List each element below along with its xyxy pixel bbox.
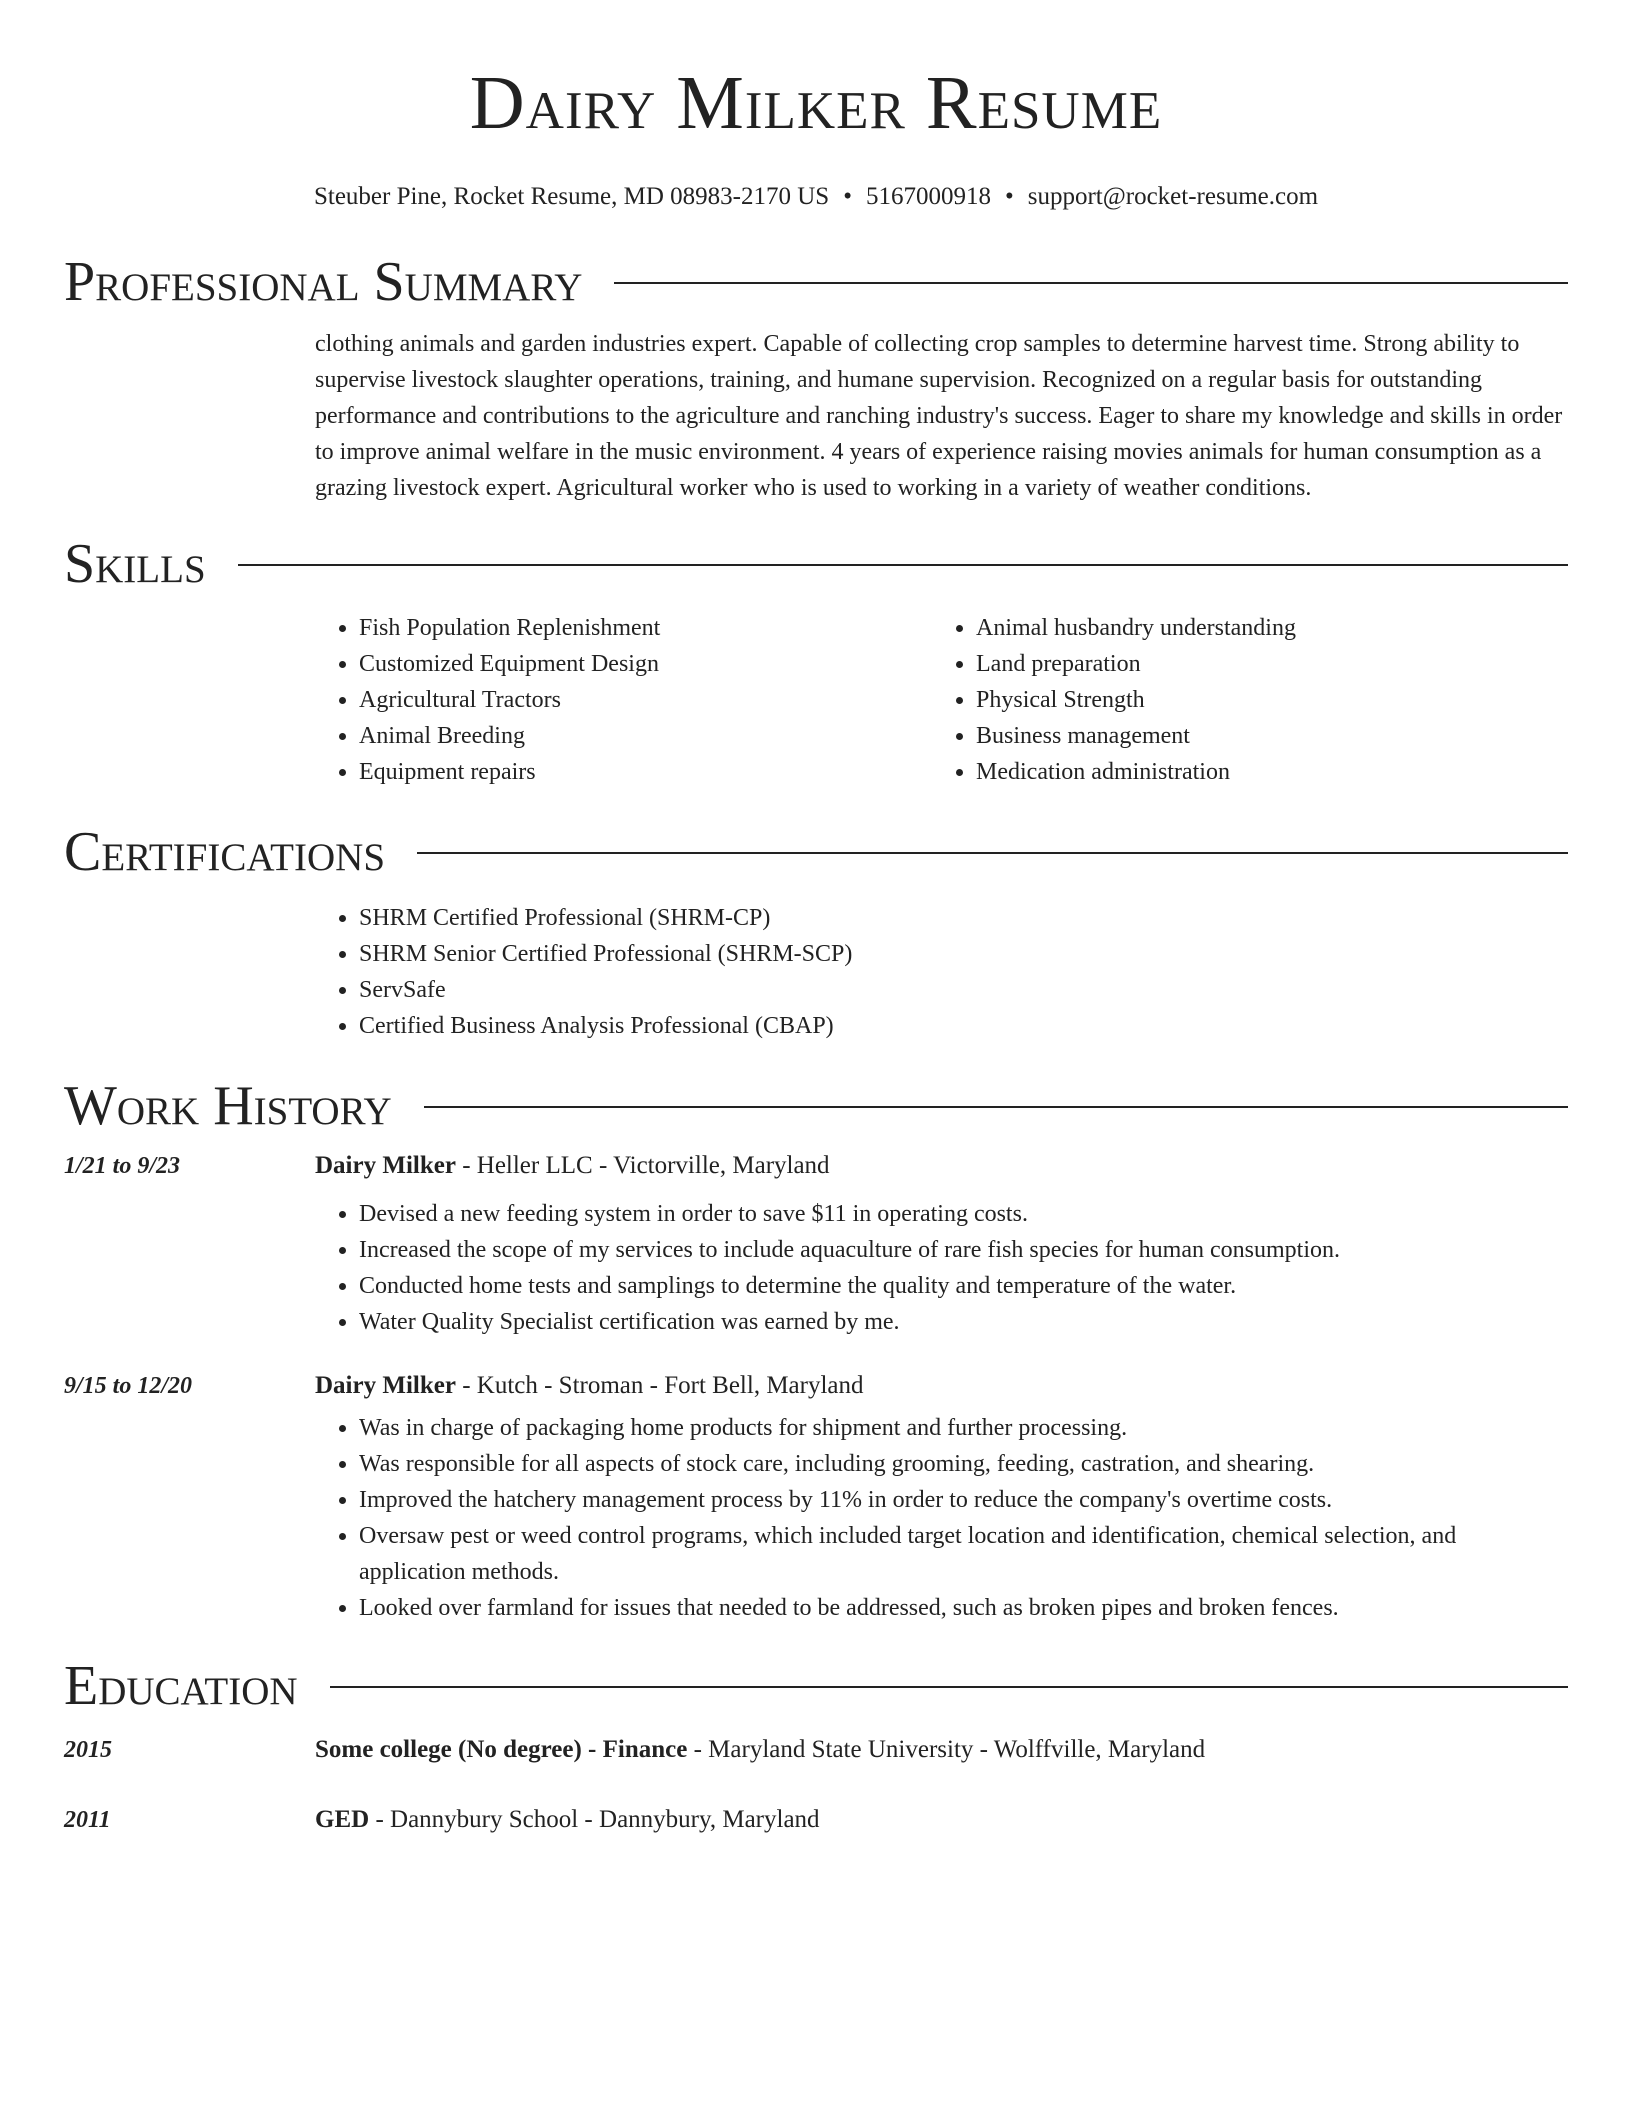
certification-item: • ServSafe: [359, 972, 1568, 1008]
skills-section-header: [64, 532, 1568, 596]
certifications-section-header: [64, 820, 1568, 884]
job-bullets: [315, 1196, 1568, 1340]
skills-column-right: [932, 610, 1549, 790]
skill-item: • Agricultural Tractors: [359, 682, 932, 718]
education-year: 2011: [64, 1807, 111, 1833]
education-line: [315, 1736, 1205, 1764]
education-year: 2015: [64, 1737, 112, 1763]
summary-text: clothing animals and garden industries expert. Capable of collecting crop samples to determine harvest time. Strong ability to supervise livestock slaughter operations, training, and humane supervision. Recognized on a regular basis for outstanding performance and contributions to the agriculture and ranching industry's success. Eager to share my knowledge and skills in order to improve animal welfare in the music environment. 4 years of experience raising movies animals for human consumption as a grazing livestock expert. Agricultural worker who is used to working in a variety of weather conditions.: [315, 331, 1563, 501]
skill-item: • Land preparation: [976, 646, 1549, 682]
job-bullet: • Devised a new feeding system in order to save $11 in operating costs.: [359, 1196, 1568, 1232]
skill-item: • Business management: [976, 718, 1549, 754]
education-heading: Education: [64, 1655, 298, 1717]
education-entry: [64, 1736, 1568, 1764]
job-header: [64, 1152, 1568, 1180]
education-entry: [64, 1806, 1568, 1834]
job-bullet: • Looked over farmland for issues that needed to be addressed, such as broken pipes and broken fences.: [359, 1590, 1568, 1626]
education-degree: Some college (No degree) - Finance: [315, 1736, 688, 1763]
work-section-header: [64, 1074, 1568, 1138]
section-divider: [330, 1686, 1568, 1688]
skills-column-left: [315, 610, 932, 790]
job-bullet: • Conducted home tests and samplings to determine the quality and temperature of the water.: [359, 1268, 1568, 1304]
skill-item: • Physical Strength: [976, 682, 1549, 718]
resume-title: Dairy Milker Resume: [469, 61, 1163, 145]
job-bullet: • Oversaw pest or weed control programs, which included target location and identification, chemical selection, and application methods.: [359, 1518, 1568, 1590]
contact-separator: •: [1004, 183, 1014, 210]
section-divider: [238, 564, 1568, 566]
skill-item: • Customized Equipment Design: [359, 646, 932, 682]
job-title-line: [315, 1152, 830, 1180]
section-divider: [614, 282, 1568, 284]
job-header: [64, 1372, 1568, 1400]
section-divider: [417, 852, 1568, 854]
summary-section-header: [64, 250, 1568, 314]
skill-item: • Animal Breeding: [359, 718, 932, 754]
summary-heading: Professional Summary: [64, 251, 583, 313]
skills-grid: [315, 610, 1568, 790]
contact-email: support@rocket-resume.com: [1027, 183, 1319, 210]
certification-item: • SHRM Senior Certified Professional (SHRM-SCP): [359, 936, 1568, 972]
job-title-line: [315, 1372, 864, 1400]
certification-item: • Certified Business Analysis Professional (CBAP): [359, 1008, 1568, 1044]
job-bullet: • Water Quality Specialist certification was earned by me.: [359, 1304, 1568, 1340]
contact-address: Steuber Pine, Rocket Resume, MD 08983-2170 US: [313, 183, 830, 210]
skill-item: • Equipment repairs: [359, 754, 932, 790]
job-dates: 9/15 to 12/20: [64, 1373, 193, 1399]
skill-item: • Fish Population Replenishment: [359, 610, 932, 646]
job-bullet: • Was responsible for all aspects of stock care, including grooming, feeding, castration, and shearing.: [359, 1446, 1568, 1482]
job-bullet: • Was in charge of packaging home products for shipment and further processing.: [359, 1410, 1568, 1446]
skills-heading: Skills: [64, 533, 206, 595]
education-degree: GED: [315, 1806, 370, 1833]
section-divider: [424, 1106, 1568, 1108]
job-bullets: [315, 1410, 1568, 1626]
job-entry: [64, 1372, 1568, 1626]
work-heading: Work History: [64, 1075, 392, 1137]
certifications-heading: Certifications: [64, 821, 386, 883]
job-bullet: • Improved the hatchery management process by 11% in order to reduce the company's overtime costs.: [359, 1482, 1568, 1518]
certification-item: • SHRM Certified Professional (SHRM-CP): [359, 900, 1568, 936]
contact-separator: •: [843, 183, 852, 210]
job-dates: 1/21 to 9/23: [64, 1153, 181, 1179]
education-school: - Maryland State University - Wolffville, Maryland: [687, 1736, 1206, 1763]
education-line: [315, 1806, 820, 1834]
certifications-list: [315, 900, 1568, 1044]
job-employer: - Heller LLC - Victorville, Maryland: [455, 1152, 830, 1179]
job-employer: - Kutch - Stroman - Fort Bell, Maryland: [455, 1372, 864, 1399]
education-section-header: [64, 1654, 1568, 1718]
job-entry: [64, 1152, 1568, 1340]
skill-item: • Medication administration: [976, 754, 1549, 790]
job-title: Dairy Milker: [315, 1152, 456, 1179]
contact-phone: 5167000918: [865, 183, 991, 210]
education-school: - Dannybury School - Dannybury, Maryland: [369, 1806, 820, 1833]
skill-item: • Animal husbandry understanding: [976, 610, 1549, 646]
job-bullet: • Increased the scope of my services to include aquaculture of rare fish species for human consumption.: [359, 1232, 1568, 1268]
contact-line: [64, 182, 1568, 212]
job-title: Dairy Milker: [315, 1372, 456, 1399]
